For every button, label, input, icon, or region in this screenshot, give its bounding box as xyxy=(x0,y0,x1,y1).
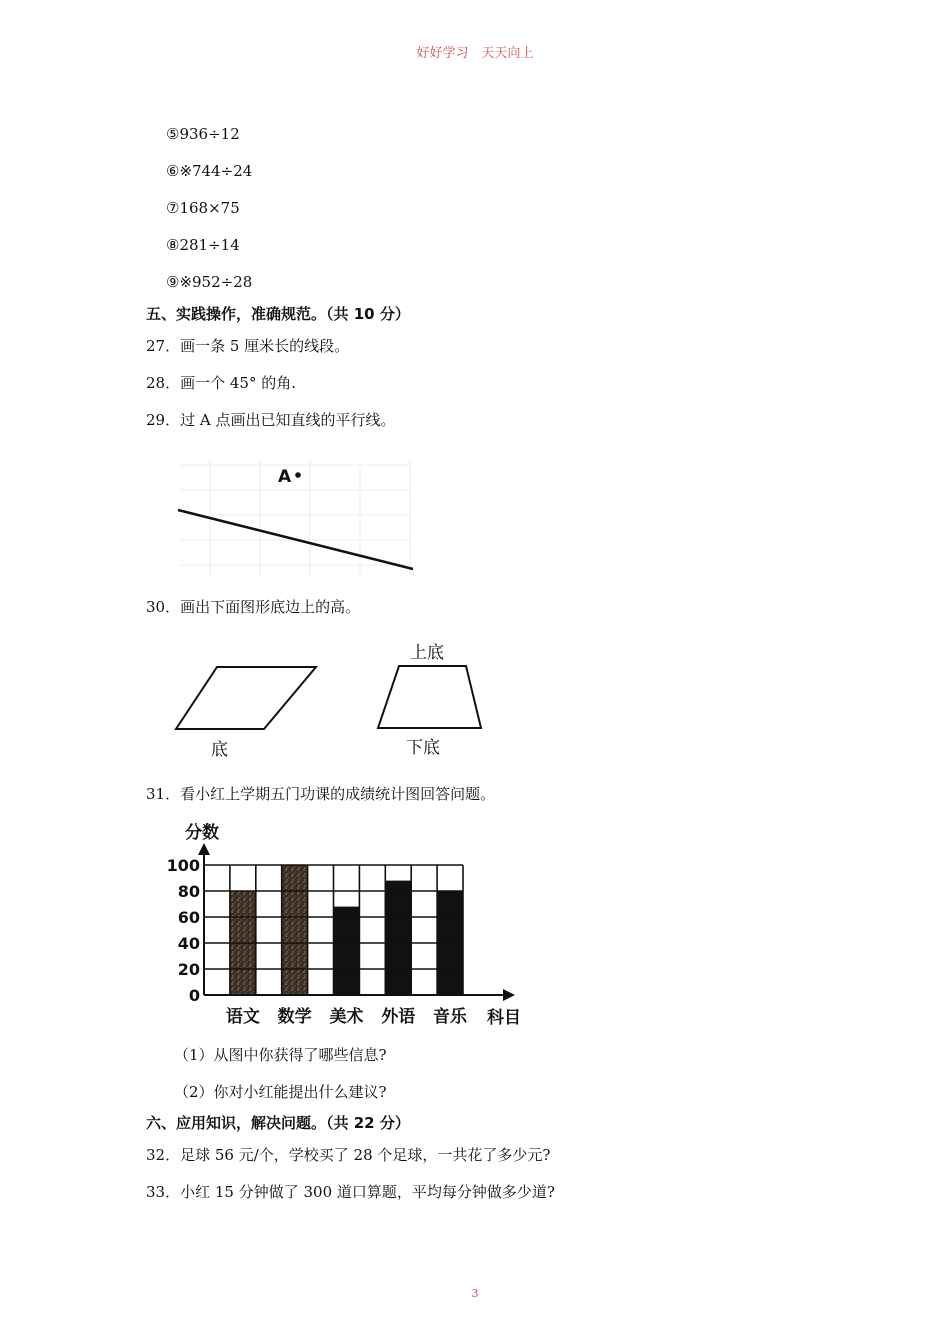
page-number: 3 xyxy=(471,1287,479,1300)
chart-bar-2 xyxy=(282,865,308,995)
chart-y-axis-arrow xyxy=(198,843,210,855)
chart-category-label-3: 美术 xyxy=(329,1007,364,1027)
chart-bar-3 xyxy=(334,907,360,995)
trapezoid-bottom-label: 下底 xyxy=(406,738,440,758)
parallelogram xyxy=(176,667,316,729)
question-30: 30．画出下面图形底边上的高。 xyxy=(146,598,361,616)
section-5-title: 五、实践操作，准确规范。（共 10 分） xyxy=(146,305,410,323)
question-27: 27．画一条 5 厘米长的线段。 xyxy=(146,337,350,355)
point-a-label: A xyxy=(278,467,292,487)
faint-grid xyxy=(180,460,410,575)
chart-category-label-1: 语文 xyxy=(225,1007,260,1027)
figure-shapes xyxy=(165,632,505,764)
chart-category-label-5: 音乐 xyxy=(433,1007,468,1027)
calc-item-8: ⑧281÷14 xyxy=(166,236,240,254)
question-31-2: （2）你对小红能提出什么建议? xyxy=(174,1083,387,1101)
question-29: 29．过 A 点画出已知直线的平行线。 xyxy=(146,411,396,429)
chart-category-label-4: 外语 xyxy=(381,1007,416,1027)
chart-y-tick-3: 60 xyxy=(177,908,200,927)
section-6-title: 六、应用知识，解决问题。（共 22 分） xyxy=(146,1114,410,1132)
calc-item-9: ⑨※952÷28 xyxy=(166,273,253,291)
chart-y-tick-0: 0 xyxy=(188,986,200,1005)
trapezoid xyxy=(378,666,481,728)
chart-x-axis-label: 科目 xyxy=(487,1008,521,1028)
figure-parallel-line xyxy=(170,450,420,580)
calc-item-7: ⑦168×75 xyxy=(166,199,240,217)
chart-x-axis-arrow xyxy=(503,989,515,1001)
chart-y-tick-5: 100 xyxy=(166,856,200,875)
chart-y-tick-2: 40 xyxy=(177,934,200,953)
parallelogram-base-label: 底 xyxy=(211,740,228,760)
score-bar-chart xyxy=(165,815,535,1030)
calc-item-5: ⑤936÷12 xyxy=(166,125,240,143)
question-32: 32．足球 56 元/个，学校买了 28 个足球，一共花了多少元? xyxy=(146,1146,551,1164)
point-a xyxy=(295,472,301,478)
chart-bar-4 xyxy=(385,881,411,995)
trapezoid-top-label: 上底 xyxy=(410,643,444,663)
chart-y-axis-label: 分数 xyxy=(185,823,219,843)
question-28: 28．画一个 45° 的角. xyxy=(146,374,296,392)
question-31: 31．看小红上学期五门功课的成绩统计图回答问题。 xyxy=(146,785,496,803)
question-33: 33．小红 15 分钟做了 300 道口算题，平均每分钟做多少道? xyxy=(146,1183,555,1201)
chart-y-tick-4: 80 xyxy=(177,882,200,901)
chart-category-label-2: 数学 xyxy=(277,1007,312,1027)
calc-item-6: ⑥※744÷24 xyxy=(166,162,253,180)
page-header: 好好学习 天天向上 xyxy=(416,46,534,61)
question-31-1: （1）从图中你获得了哪些信息? xyxy=(174,1046,387,1064)
chart-y-tick-1: 20 xyxy=(177,960,200,979)
